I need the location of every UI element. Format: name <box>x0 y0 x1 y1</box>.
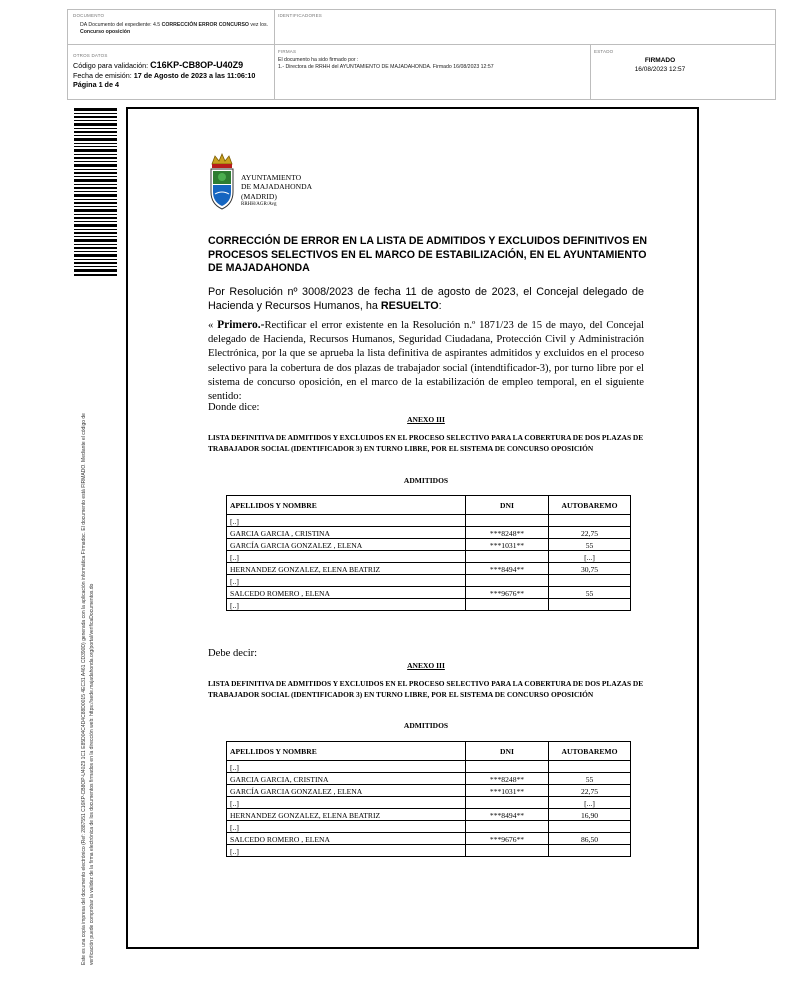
table-row <box>227 563 631 575</box>
cell-dni <box>466 515 549 527</box>
table-row <box>227 773 631 785</box>
cell-dni <box>466 797 549 809</box>
cell-score: [...] <box>549 797 631 809</box>
cell-name: [..] <box>227 515 466 527</box>
cell-score: 55 <box>549 587 631 599</box>
annex-label-1: ANEXO III <box>407 415 445 424</box>
annex-label-2: ANEXO III <box>407 661 445 670</box>
admitidos-label-2: ADMITIDOS <box>403 721 449 730</box>
cell-score: 22,75 <box>549 785 631 797</box>
cell-dni <box>466 551 549 563</box>
intro-paragraph: Por Resolución nº 3008/2023 de fecha 11 de agosto de 2023, el Concejal delegado de Hacienda y Recursos Humanos, ha RESUELTO: <box>208 286 644 312</box>
barcode-image <box>74 108 117 276</box>
table-row <box>227 527 631 539</box>
cell-score <box>549 515 631 527</box>
table-row <box>227 845 631 857</box>
cell-dni: ***8494** <box>466 563 549 575</box>
fecha-emision: Fecha de emisión: 17 de Agosto de 2023 a las 11:06:10 <box>73 71 256 80</box>
majadahonda-coat-of-arms-icon <box>207 152 237 212</box>
cell-name: GARCÍA GARCIA GONZALEZ , ELENA <box>227 785 466 797</box>
admitidos-table-1 <box>226 495 631 611</box>
codigo-validacion: Código para validación: C16KP-CB8OP-U40Z9 <box>73 60 244 70</box>
estado-date: 16/08/2023 12:57 <box>634 66 686 73</box>
table-row <box>227 599 631 611</box>
cell-dni: ***8248** <box>466 773 549 785</box>
table-row <box>227 551 631 563</box>
document-title: CORRECCIÓN DE ERROR EN LA LISTA DE ADMITIDOS Y EXCLUIDOS DEFINITIVOS EN PROCESOS SELECTIVOS EN EL MARCO DE ESTABILIZACIÓN, EN EL AYUNTAMIENTO DE MAJADAHONDA <box>208 235 648 274</box>
table-row <box>227 515 631 527</box>
admitidos-table-2 <box>226 741 631 857</box>
documento-text: DA Documento del expediente: 4.5 CORRECCIÓN ERROR CONCURSO vez los. Concurso oposición <box>80 22 268 35</box>
cell-dni <box>466 821 549 833</box>
cell-dni: ***1031** <box>466 785 549 797</box>
col-header-autobaremo: AUTOBAREMO <box>549 496 631 515</box>
cell-name: SALCEDO ROMERO , ELENA <box>227 587 466 599</box>
admitidos-label-1: ADMITIDOS <box>403 476 449 485</box>
firmas-line2: 1.- Directora de RRHH del AYUNTAMIENTO DE MAJADAHONDA. Firmado 16/08/2023 12:57 <box>278 64 494 70</box>
firmas-line1: El documento ha sido firmado por : <box>278 57 359 63</box>
table-row <box>227 833 631 845</box>
cell-score: 86,50 <box>549 833 631 845</box>
table-row <box>227 809 631 821</box>
cell-dni: ***8494** <box>466 809 549 821</box>
table-row <box>227 797 631 809</box>
table-header-row <box>227 742 631 761</box>
primero-paragraph: « Primero.-Rectificar el error existente en la Resolución n.º 1871/23 de 15 de mayo, del Concejal delegado de Hacienda, Recursos Humanos, Seguridad Ciudadana, Protección Civil y Administración Electrónica, por la que se aprueba la lista definitiva de aspirantes admitidos y excluidos en el proceso selectivo para la cobertura de dos plazas de trabajador social (intendtificador-3), por turno libre por el sistema de concurso oposición, en el marco de la estabilización de empleo temporal, en el siguiente sentido: <box>208 319 644 403</box>
cell-name: HERNANDEZ GONZALEZ, ELENA BEATRIZ <box>227 563 466 575</box>
cell-dni: ***9676** <box>466 587 549 599</box>
debe-decir-label: Debe decir: <box>208 648 258 659</box>
cell-name: GARCIA GARCIA, CRISTINA <box>227 773 466 785</box>
cell-score: [...] <box>549 551 631 563</box>
cell-name: [..] <box>227 551 466 563</box>
table-row <box>227 821 631 833</box>
cell-dni: ***8248** <box>466 527 549 539</box>
list-title-1: LISTA DEFINITIVA DE ADMITIDOS Y EXCLUIDOS EN EL PROCESO SELECTIVO PARA LA COBERTURA DE DOS PLAZAS DE TRABAJADOR SOCIAL (IDENTIFICADOR 3) EN TURNO LIBRE, POR EL SISTEMA DE CONCURSO OPOSICIÓN <box>208 433 644 453</box>
cell-score <box>549 761 631 773</box>
col-header-apellidos: APELLIDOS Y NOMBRE <box>227 496 466 515</box>
table-header-row <box>227 496 631 515</box>
donde-dice-label: Donde dice: <box>208 402 260 413</box>
col-header-dni: DNI <box>466 496 549 515</box>
cell-dni <box>466 575 549 587</box>
cell-name: [..] <box>227 761 466 773</box>
cell-name: GARCÍA GARCIA GONZALEZ , ELENA <box>227 539 466 551</box>
col-header-apellidos: APELLIDOS Y NOMBRE <box>227 742 466 761</box>
cell-name: [..] <box>227 599 466 611</box>
cell-dni <box>466 845 549 857</box>
logo-text: AYUNTAMIENTO DE MAJADAHONDA (MADRID) RRHH/AGR/Avg <box>241 173 313 208</box>
list-title-2: LISTA DEFINITIVA DE ADMITIDOS Y EXCLUIDOS EN EL PROCESO SELECTIVO PARA LA COBERTURA DE DOS PLAZAS DE TRABAJADOR SOCIAL (IDENTIFICADOR 3) EN TURNO LIBRE, POR EL SISTEMA DE CONCURSO OPOSICIÓN <box>208 679 644 699</box>
cell-name: [..] <box>227 821 466 833</box>
cell-score: 16,90 <box>549 809 631 821</box>
cell-dni: ***9676** <box>466 833 549 845</box>
table-row <box>227 539 631 551</box>
table-row <box>227 761 631 773</box>
cell-name: SALCEDO ROMERO , ELENA <box>227 833 466 845</box>
cell-dni <box>466 761 549 773</box>
firmas-caption: FIRMAS <box>278 49 297 54</box>
cell-score: 55 <box>549 539 631 551</box>
otros-datos-caption: OTROS DATOS <box>73 53 108 58</box>
cell-name: HERNANDEZ GONZALEZ, ELENA BEATRIZ <box>227 809 466 821</box>
cell-name: [..] <box>227 845 466 857</box>
estado-caption: ESTADO <box>594 49 614 54</box>
cell-score <box>549 575 631 587</box>
pagina-indicator: Página 1 de 4 <box>73 80 119 89</box>
cell-score: 22,75 <box>549 527 631 539</box>
col-header-dni: DNI <box>466 742 549 761</box>
cell-dni <box>466 599 549 611</box>
cell-name: [..] <box>227 575 466 587</box>
col-header-autobaremo: AUTOBAREMO <box>549 742 631 761</box>
table-row <box>227 587 631 599</box>
cell-score <box>549 599 631 611</box>
verification-side-text: Este es una copia impresa del documento electrónico (Ref: 2887551 C16KP-CB8OP-U40Z9 1C1 E85D04C4D4C88D0015 4EC31 A461 CD390D) generada con la aplicación informática Firmadoc. El documento está FIRMADO. Mediante el código de verificación puede comprobar la validez de la firma electrónica de los documentos firmados en la dirección web: https://sede.majadahonda.org/portal/verificaDocumentos.do <box>81 413 95 965</box>
cell-name: [..] <box>227 797 466 809</box>
cell-dni: ***1031** <box>466 539 549 551</box>
cell-score: 30,75 <box>549 563 631 575</box>
cell-score: 55 <box>549 773 631 785</box>
documento-caption: DOCUMENTO <box>73 13 105 18</box>
cell-score <box>549 845 631 857</box>
table-row <box>227 785 631 797</box>
table-row <box>227 575 631 587</box>
cell-score <box>549 821 631 833</box>
cell-name: GARCIA GARCIA , CRISTINA <box>227 527 466 539</box>
estado-value: FIRMADO <box>644 57 676 64</box>
identificadores-caption: IDENTIFICADORES <box>278 13 323 18</box>
